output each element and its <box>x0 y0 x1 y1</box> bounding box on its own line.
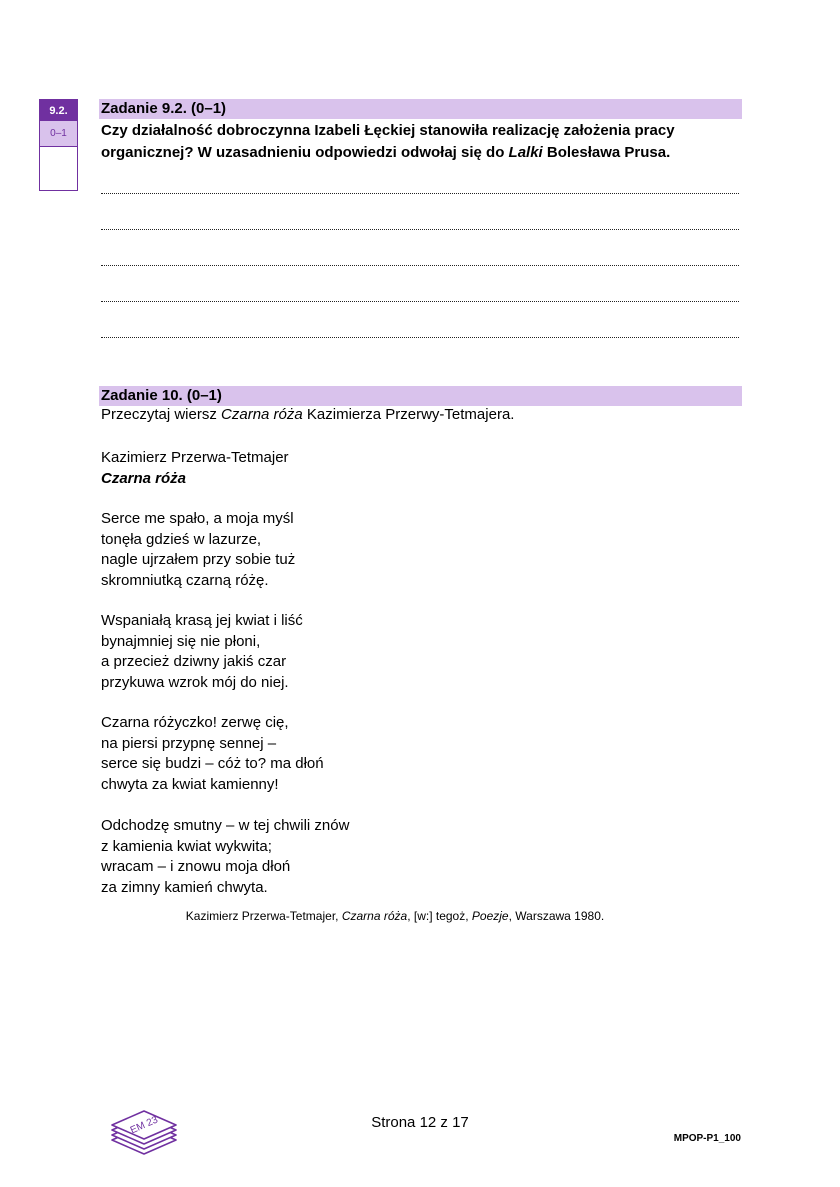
poem-line: Serce me spało, a moja myśl <box>101 510 294 527</box>
poem-stanza <box>101 611 303 693</box>
poem-line: a przecież dziwny jakiś czar <box>101 653 287 670</box>
poem-line: serce się budzi – cóż to? ma dłoń <box>101 755 324 772</box>
poem-line: Wspaniałą krasą jej kwiat i liść <box>101 612 303 629</box>
poem-line: za zimny kamień chwyta. <box>101 878 268 896</box>
task-10-intro: Przeczytaj wiersz Czarna róża Kazimierza Przerwy-Tetmajera. <box>101 406 515 423</box>
poem-line: Odchodzę smutny – w tej chwili znów <box>101 817 350 834</box>
poem-author: Kazimierz Przerwa-Tetmajer <box>101 449 289 466</box>
task-10-header: Zadanie 10. (0–1) <box>99 386 742 406</box>
logo-text: EM 23 <box>128 1114 160 1137</box>
poem-line: nagle ujrzałem przy sobie tuż <box>101 551 296 568</box>
task-9-2-header: Zadanie 9.2. (0–1) <box>99 99 742 119</box>
task-number: 9.2. <box>40 100 77 121</box>
poem-title: Czarna róża <box>101 470 187 487</box>
poem-stanza <box>101 713 324 795</box>
page-number: Strona 12 z 17 <box>371 1114 469 1131</box>
task-9-2-question: Czy działalność dobroczynna Izabeli Łęckiej stanowiła realizację założenia pracy organicznej? W uzasadnieniu odpowiedzi odwołaj się do Lalki Bolesława Prusa. <box>101 122 675 161</box>
answer-line[interactable] <box>101 265 739 266</box>
score-box <box>39 99 78 191</box>
poem-source: Kazimierz Przerwa-Tetmajer, Czarna róża, [w:] tegoż, Poezje, Warszawa 1980. <box>185 909 605 923</box>
poem-line: przykuwa wzrok mój do niej. <box>101 673 289 691</box>
poem-line: tonęła gdzieś w lazurze, <box>101 530 262 548</box>
poem-line: bynajmniej się nie płoni, <box>101 632 261 650</box>
poem-line: wracam – i znowu moja dłoń <box>101 858 291 875</box>
task-points: 0–1 <box>40 121 77 147</box>
exam-code: MPOP-P1_100 <box>673 1133 741 1144</box>
answer-line[interactable] <box>101 301 739 302</box>
answer-line[interactable] <box>101 337 739 338</box>
poem-line: z kamienia kwiat wykwita; <box>101 837 272 855</box>
poem-line: na piersi przypnę sennej – <box>101 734 277 752</box>
answer-line[interactable] <box>101 229 739 230</box>
poem-stanza <box>101 816 349 898</box>
answer-line[interactable] <box>101 193 739 194</box>
poem-stanza <box>101 509 295 591</box>
poem-line: Czarna różyczko! zerwę cię, <box>101 714 289 731</box>
poem-line: skromniutką czarną różę. <box>101 571 269 589</box>
poem-line: chwyta za kwiat kamienny! <box>101 775 279 793</box>
